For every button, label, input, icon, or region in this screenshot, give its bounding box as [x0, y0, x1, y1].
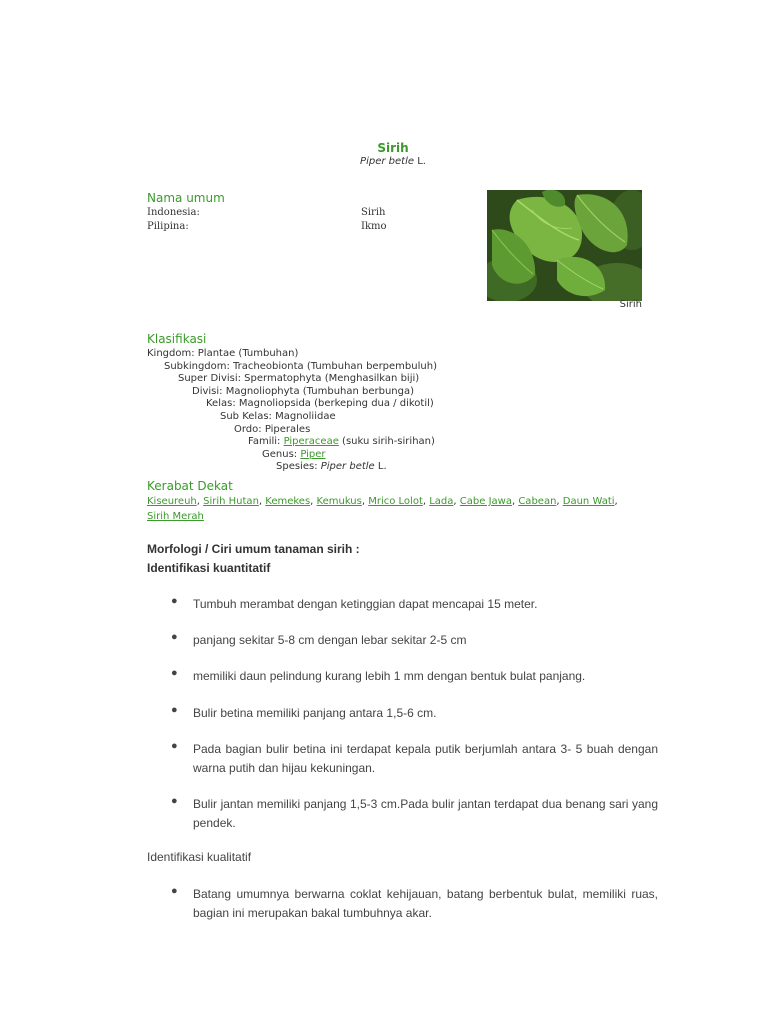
- spesies-line: [147, 461, 437, 474]
- common-name-value: Sirih: [361, 207, 386, 218]
- famili-line: [147, 436, 437, 449]
- kualitatif-heading: Identifikasi kualitatif: [147, 850, 252, 864]
- list-item-text: Tumbuh merambat dengan ketinggian dapat mencapai 15 meter.: [193, 597, 538, 611]
- kerabat-link-cabe-jawa[interactable]: Cabe Jawa: [459, 496, 512, 507]
- spesies-prefix: Spesies:: [276, 461, 321, 473]
- spesies-suffix: L.: [374, 461, 387, 473]
- latin-species: Piper betle: [360, 156, 414, 167]
- kerabat-links: Kiseureuh, Sirih Hutan, Kemekes, Kemukus, Mrico Lolot, Lada, Cabe Jawa, Cabean, Daun Wati, Sirih Merah: [147, 496, 618, 522]
- latin-name: [0, 156, 768, 167]
- superdivisi-line: Super Divisi: Spermatophyta (Menghasilkan biji): [178, 373, 420, 385]
- bullet-icon: ●: [171, 667, 178, 679]
- list-item-text: Pada bagian bulir betina ini terdapat kepala putik berjumlah antara 3- 5 buah dengan warna putih dan hijau kekuningan.: [193, 742, 658, 775]
- list-item-text: memiliki daun pelindung kurang lebih 1 mm dengan bentuk bulat panjang.: [193, 669, 586, 683]
- classification-tree: [147, 348, 437, 474]
- bullet-icon: ●: [171, 795, 178, 807]
- kerabat-link-lada[interactable]: Lada: [429, 496, 454, 507]
- kerabat-link-kemekes[interactable]: Kemekes: [265, 496, 311, 507]
- morfologi-heading: Morfologi / Ciri umum tanaman sirih :: [147, 542, 360, 556]
- photo-caption: Sirih: [619, 299, 642, 310]
- sirih-leaf-photo: [487, 190, 642, 301]
- kuantitatif-heading: Identifikasi kuantitatif: [147, 561, 271, 575]
- kerabat-link-sirih-merah[interactable]: Sirih Merah: [147, 511, 204, 522]
- famili-suffix: (suku sirih-sirihan): [338, 436, 435, 448]
- kerabat-link-kiseureuh[interactable]: Kiseureuh: [147, 496, 197, 507]
- list-item-text: Batang umumnya berwarna coklat kehijauan, batang berbentuk bulat, memiliki ruas, bagian ini merupakan bakal tumbuhnya akar.: [193, 887, 658, 920]
- famili-prefix: Famili:: [248, 436, 284, 448]
- list-item-text: Bulir betina memiliki panjang antara 1,5-6 cm.: [193, 706, 437, 720]
- genus-prefix: Genus:: [262, 448, 301, 460]
- famili-link[interactable]: Piperaceae: [283, 436, 339, 448]
- genus-link[interactable]: Piper: [300, 448, 326, 460]
- subkelas-line: Sub Kelas: Magnoliidae: [220, 410, 336, 422]
- bullet-icon: ●: [171, 631, 178, 643]
- list-item-text: panjang sekitar 5-8 cm dengan lebar sekitar 2-5 cm: [193, 633, 467, 647]
- kerabat-link-daun-wati[interactable]: Daun Wati: [562, 496, 615, 507]
- divisi-line: Divisi: Magnoliophyta (Tumbuhan berbunga): [192, 385, 415, 397]
- latin-author: L.: [417, 156, 426, 167]
- common-name-row: [147, 221, 447, 235]
- ordo-line: Ordo: Piperales: [234, 423, 311, 435]
- common-name-value: Ikmo: [361, 221, 387, 232]
- nama-umum-heading: Nama umum: [147, 191, 225, 205]
- genus-line: [147, 449, 437, 462]
- common-names-table: [147, 207, 447, 235]
- subkingdom-line: Subkingdom: Tracheobionta (Tumbuhan berpembuluh): [164, 360, 437, 372]
- kerabat-link-cabean[interactable]: Cabean: [518, 496, 557, 507]
- kerabat-link-kemukus[interactable]: Kemukus: [316, 496, 362, 507]
- kerabat-link-sirih-hutan[interactable]: Sirih Hutan: [203, 496, 259, 507]
- list-item-text: Bulir jantan memiliki panjang 1,5-3 cm.Pada bulir jantan terdapat dua benang sari yang pendek.: [193, 797, 658, 830]
- bullet-icon: ●: [171, 885, 178, 897]
- kelas-line: Kelas: Magnoliopsida (berkeping dua / dikotil): [206, 398, 434, 410]
- spesies-italic: Piper betle: [320, 461, 375, 473]
- common-name-lang: Indonesia:: [147, 207, 200, 218]
- kerabat-link-mrico-lolot[interactable]: Mrico Lolot: [368, 496, 423, 507]
- kingdom-line: Kingdom: Plantae (Tumbuhan): [147, 348, 299, 359]
- common-name-row: [147, 207, 447, 221]
- klasifikasi-heading: Klasifikasi: [147, 332, 207, 346]
- kerabat-heading: Kerabat Dekat: [147, 479, 233, 493]
- page-title: Sirih: [377, 141, 409, 155]
- bullet-icon: ●: [171, 595, 178, 607]
- bullet-icon: ●: [171, 740, 178, 752]
- common-name-lang: Pilipina:: [147, 221, 189, 232]
- bullet-icon: ●: [171, 704, 178, 716]
